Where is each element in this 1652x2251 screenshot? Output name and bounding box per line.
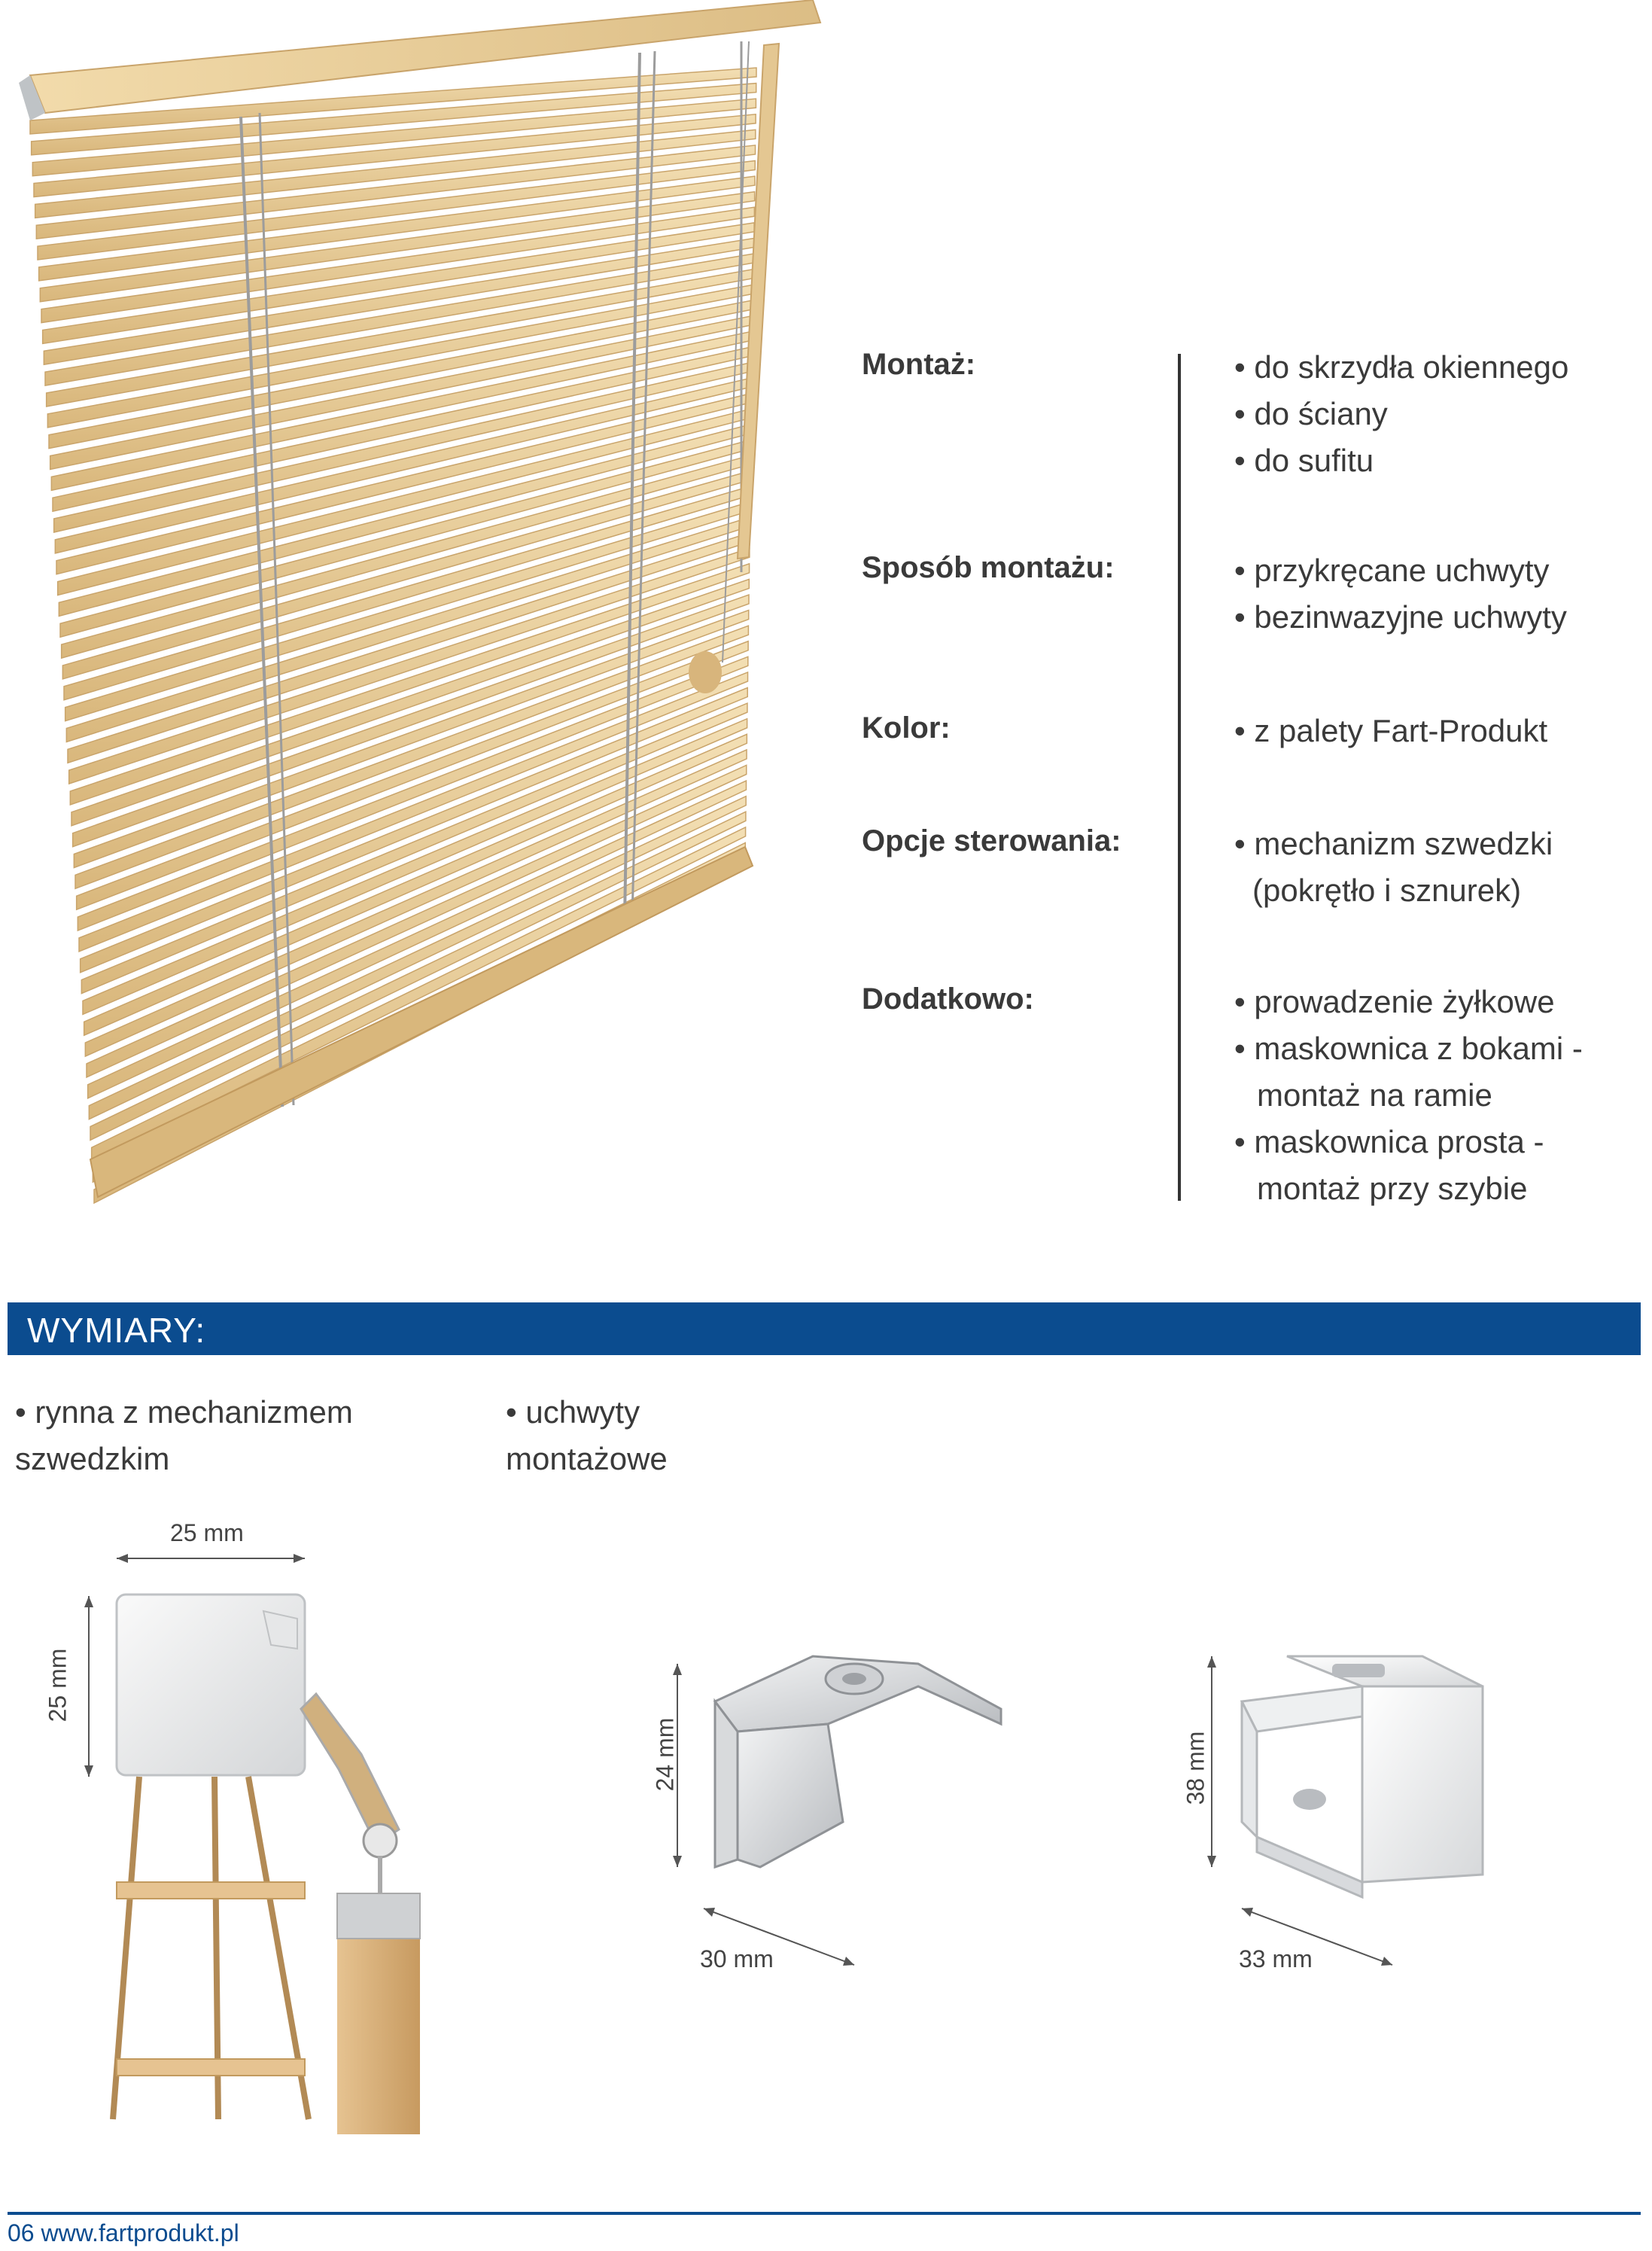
spec-values-kolor (1234, 708, 1547, 754)
spec-values-dodatkowo (1234, 979, 1583, 1212)
caption-brackets (506, 1389, 668, 1482)
caption-line: szwedzkim (15, 1441, 170, 1476)
dimension-rail-height: 25 mm (44, 1648, 71, 1723)
spec-value: • maskownica prosta - (1234, 1124, 1544, 1159)
dimension-bracket1-height: 24 mm (651, 1717, 679, 1792)
caption-rail (15, 1389, 353, 1482)
caption-line: • rynna z mechanizmem (15, 1394, 353, 1430)
bracket-screw-illustration (662, 1641, 1024, 1988)
spec-value: (pokrętło i sznurek) (1252, 873, 1522, 908)
dimension-rail-width: 25 mm (170, 1519, 244, 1546)
caption-line: montażowe (506, 1441, 668, 1476)
spec-value: • maskownica z bokami - (1234, 1031, 1583, 1066)
spec-value: • z palety Fart-Produkt (1234, 713, 1548, 748)
spec-value: montaż na ramie (1257, 1077, 1492, 1113)
spec-label-dodatkowo: Dodatkowo: (862, 982, 1034, 1016)
spec-values-sposob-montazu (1234, 547, 1567, 641)
section-banner-wymiary (8, 1302, 1641, 1355)
dimension-bracket2-depth: 33 mm (1239, 1945, 1313, 1972)
dimension-bracket1-depth: 30 mm (700, 1945, 774, 1972)
spec-divider (1178, 354, 1181, 1201)
spec-label-sposob-montazu: Sposób montażu: (862, 551, 1115, 584)
wooden-blind-illustration (0, 0, 835, 1220)
spec-value: • do ściany (1234, 396, 1388, 431)
spec-value: • do sufitu (1234, 443, 1374, 478)
spec-value: • mechanizm szwedzki (1234, 826, 1553, 861)
spec-label-kolor: Kolor: (862, 711, 951, 745)
footer-rule (8, 2212, 1641, 2215)
section-title: WYMIARY: (27, 1311, 206, 1350)
spec-values-montaz (1234, 344, 1568, 484)
spec-values-opcje-sterowania (1234, 821, 1553, 914)
spec-value: • przykręcane uchwyty (1234, 553, 1550, 588)
spec-value: • bezinwazyjne uchwyty (1234, 599, 1567, 635)
spec-value: • prowadzenie żyłkowe (1234, 984, 1555, 1019)
spec-value: • do skrzydła okiennego (1234, 349, 1569, 385)
bracket-clip-illustration (1197, 1641, 1513, 1988)
spec-label-opcje-sterowania: Opcje sterowania: (862, 824, 1121, 857)
spec-value: montaż przy szybie (1257, 1171, 1528, 1206)
caption-line: • uchwyty (506, 1394, 640, 1430)
spec-label-montaz: Montaż: (862, 348, 976, 381)
rail-mechanism-illustration (0, 1506, 467, 2138)
dimension-bracket2-height: 38 mm (1182, 1731, 1209, 1805)
footer-page-url[interactable]: 06 www.fartprodukt.pl (8, 2219, 239, 2246)
